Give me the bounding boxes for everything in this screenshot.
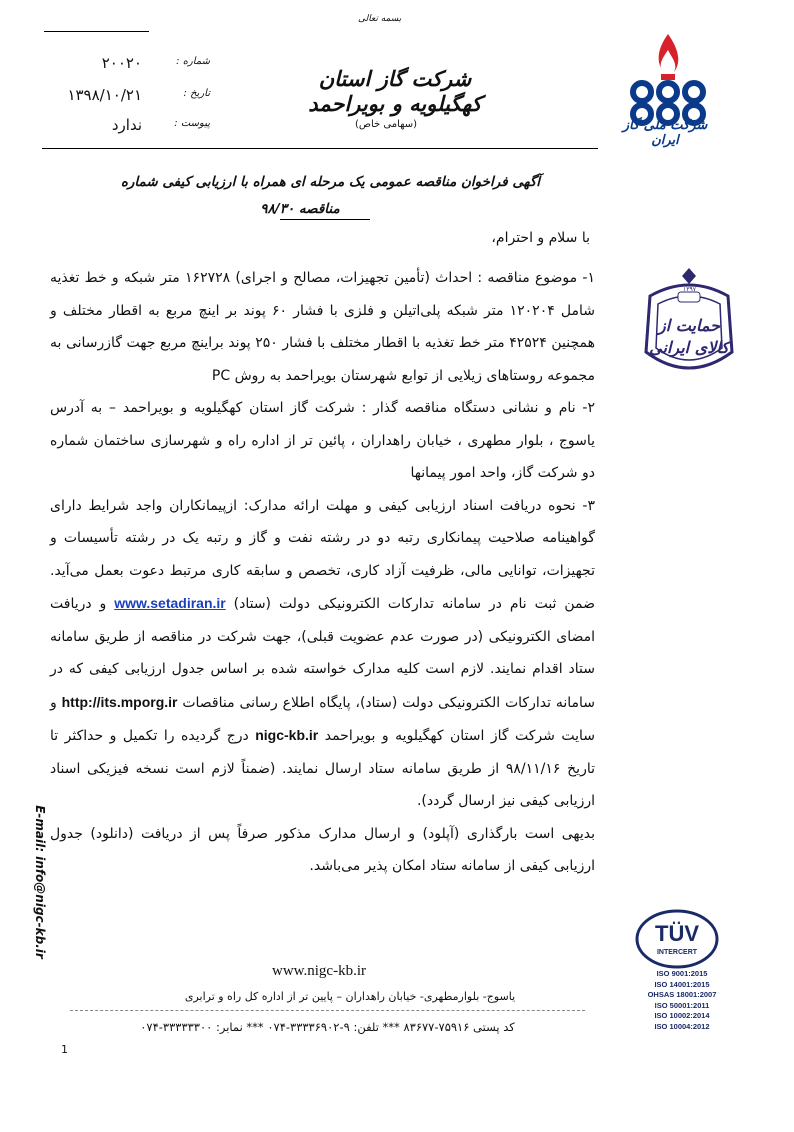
badge-line-2: کالای ایرانی (649, 338, 729, 357)
badge-text (646, 315, 732, 359)
paragraph-3-part-c: و سایت شرکت گاز استان کهگیلویه و بویراحمد (50, 694, 596, 744)
attachment-value: ندارد (111, 116, 142, 134)
paragraph-3-part-b: و دریافت امضای الکترونیکی (در صورت عدم عضویت قبلی)، جهت شرکت در مناقصه از طریق سامانه ستاد اقدام نمایند. لازم است کلیه مدارک خواسته شده بر اساس جدول ارزیابی کیفی که در سامانه تدارکات الکترونیکی دولت (ستاد)، پایگاه اطلاع رسانی مناقصات (50, 596, 595, 711)
document-body (50, 262, 595, 883)
nigc-logo-text: شرکت ملی گاز ایران (622, 118, 708, 148)
company-name: شرکت گاز استان کهگیلویه و بویراحمد (308, 66, 482, 116)
letter-number-row (40, 54, 210, 80)
header-rule (42, 148, 598, 149)
tender-number: مناقصه ۹۸/۳۰ (260, 201, 340, 217)
iso-list (637, 969, 727, 1032)
tuv-certification-logo-icon (632, 905, 722, 975)
footer-address: یاسوج- بلوارمطهری- خیابان راهداران – پایین تر از اداره کل راه و ترابری (184, 990, 516, 1003)
nigc-kb-url[interactable]: nigc-kb.ir (255, 727, 319, 743)
side-email: E-mail: info@nigc-kb.ir (33, 805, 47, 959)
tuv-sub: INTERCERT (656, 949, 698, 956)
iso-item: ISO 14001:2015 (654, 979, 710, 989)
date-value: ۱۳۹۸/۱۰/۲۱ (67, 86, 142, 104)
number-label: شماره : (176, 56, 210, 67)
paragraph-2: ۲- نام و نشانی دستگاه مناقصه گذار : شرکت گاز استان کهگیلویه و بویراحمد – به آدرس یاسوج ، بلوار مطهری ، خیابان راهداران ، پائین تر از اداره راه و شهرسازی ساختمان شماره دو شرکت گاز، واحد امور پیمانها (50, 400, 595, 481)
top-rule (44, 31, 149, 32)
badge-line-1: حمایت از (658, 316, 720, 335)
badge-year: ۱۳۹۷ (683, 286, 696, 293)
footer-rule (70, 1010, 585, 1011)
tuv-brand: TÜV (655, 921, 699, 946)
attachment-label: پیوست : (174, 118, 210, 129)
page-number: 1 (61, 1043, 68, 1056)
iso-item: ISO 10002:2014 (654, 1011, 710, 1020)
paragraph-3-note: بدیهی است بارگذاری (آپلود) و ارسال مدارک مذکور صرفاً پس از دریافت (دانلود) جدول ارزیابی کیفی از سامانه ستاد امکان پذیر می‌باشد. (50, 825, 595, 874)
greeting: با سلام و احترام، (491, 230, 590, 246)
iso-item: ISO 9001:2015 (656, 969, 708, 978)
document-title: آگهی فراخوان مناقصه عمومی یک مرحله ای همراه با ارزیابی کیفی شماره (120, 174, 540, 190)
letter-date-row (40, 86, 210, 112)
its-mporg-url[interactable]: http://its.mporg.ir (61, 693, 178, 710)
company-type: (سهامی خاص) (355, 119, 418, 130)
paragraph-3-part-d: درج گردیده را تکمیل و حداکثر تا تاریخ ۹۸/۱۱/۱۶ از طریق سامانه ستاد ارسال نمایند. (ضمناً لازم است نسخه فیزیکی اسناد ارزیابی کیفی نیز ارسال گردد). (50, 728, 595, 809)
iso-item: ISO 10004:2012 (654, 1021, 710, 1031)
paragraph-1: ۱- موضوع مناقصه : احداث (تأمین تجهیزات، مصالح و اجرای) ۱۶۲۷۲۸ متر شبکه و خط تغذیه شامل ۱۲۰۲۰۴ متر شبکه پلی‌اتیلن و فلزی با فشار ۶۰ پوند بر اینچ مربع به اقطار مختلف و همچنین ۴۲۵۲۴ متر خط تغذیه با اقطار مختلف با فشار ۲۵۰ پوند براینچ مربع جهت گازرسانی به مجموعه روستاهای زیلایی از توابع شهرستان بویراحمد به روش PC (50, 270, 595, 384)
footer-website[interactable]: www.nigc-kb.ir (271, 963, 366, 979)
letter-attachment-row (40, 116, 210, 142)
iso-item: OHSAS 18001:2007 (647, 990, 717, 999)
setadiran-link[interactable]: www.setadiran.ir (114, 595, 226, 611)
bismillah: بسمه تعالی (358, 14, 402, 24)
paragraph-3-part-a: ۳- نحوه دریافت اسناد ارزیابی کیفی و مهلت ارائه مدارک: ازپیمانکاران واجد شرایط دارای گواهینامه صلاحیت پیمانکاری رتبه دو در رشته نفت و گاز و رتبه یک در رشته تأسیسات و تجهیزات، توانایی مالی، ظرفیت آزاد کاری، تخصص و سابقه کاری مرتبط دعوت بعمل می‌آید. ضمن ثبت نام در سامانه تدارکات الکترونیکی دولت (ستاد) (50, 497, 595, 612)
number-value: ۲۰۰۲۰ (101, 54, 142, 72)
date-label: تاریخ : (183, 88, 210, 99)
title-underline (280, 219, 370, 220)
iso-item: ISO 50001:2011 (654, 1000, 710, 1010)
paragraph-3 (50, 490, 595, 818)
footer-contact: کد پستی ۷۵۹۱۶-۸۳۶۷۷ *** تلفن: ۹-۳۳۳۳۶۹۰۲-۰۷۴ *** نمابر: ۳۳۳۳۳۳۰۰-۰۷۴ (140, 1020, 515, 1034)
